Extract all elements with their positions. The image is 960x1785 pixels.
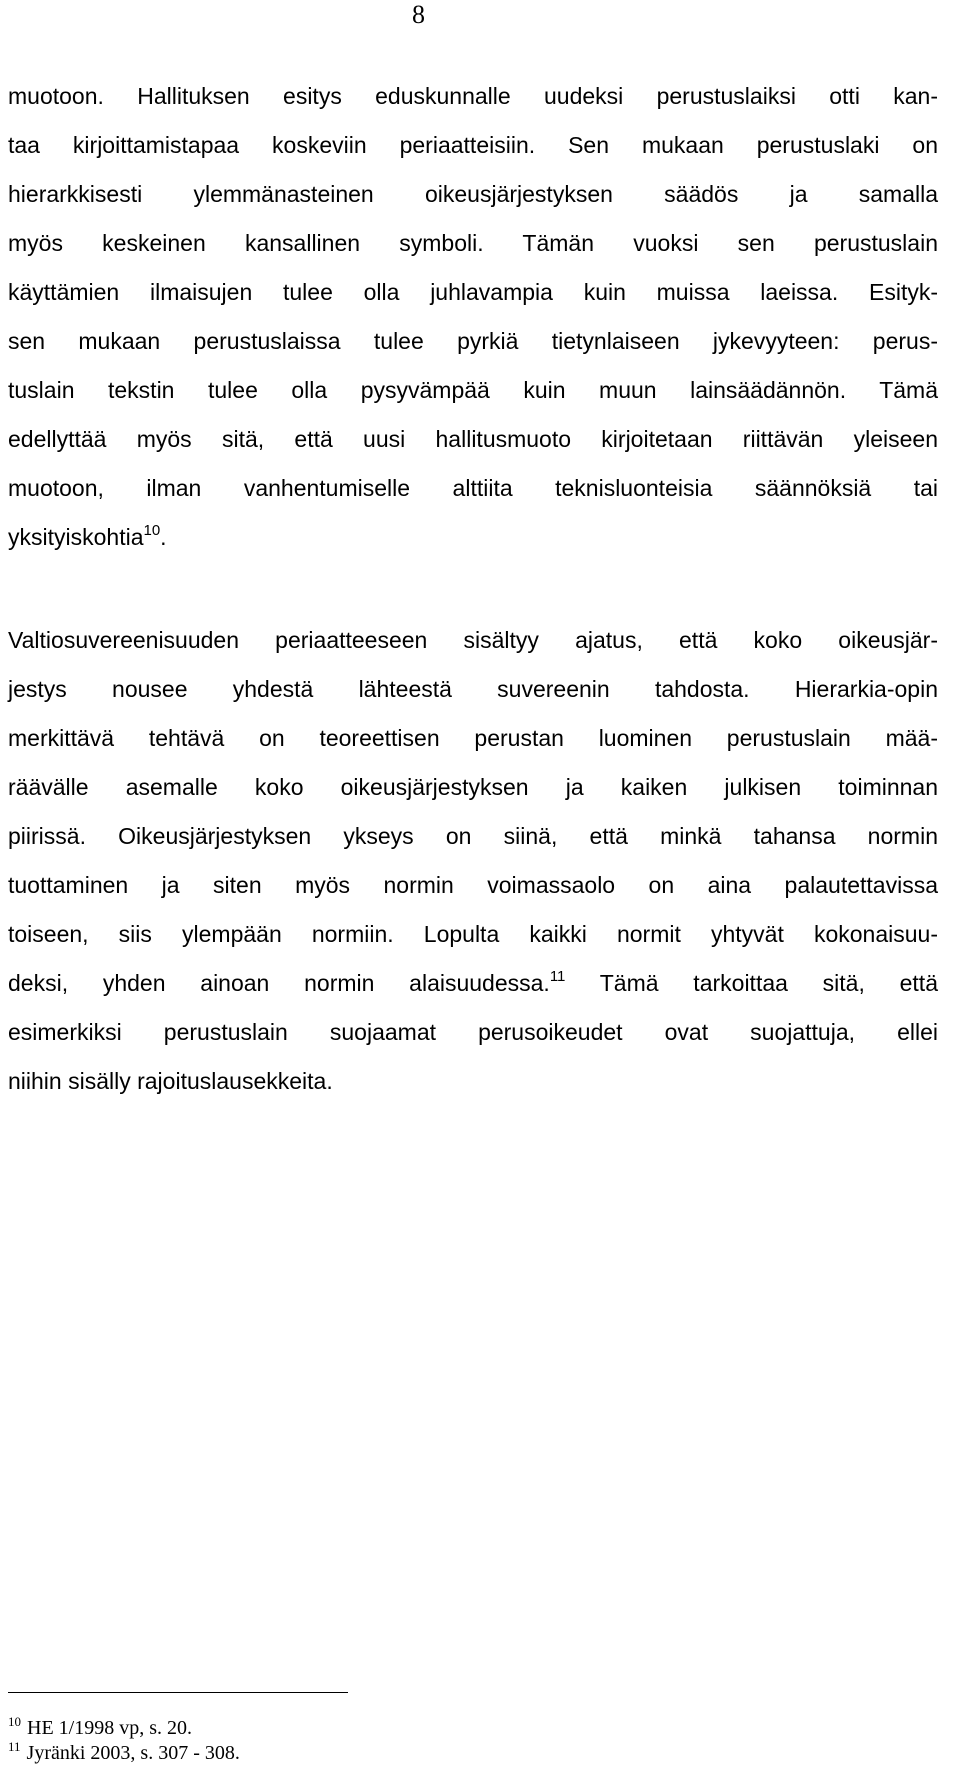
footnote-text: HE 1/1998 vp, s. 20.	[27, 1717, 192, 1739]
footnote-number: 11	[8, 1739, 21, 1754]
footnotes	[8, 1716, 240, 1766]
text-line: tuslain tekstin tulee olla pysyvämpää kuin muun lainsäädännön. Tämä	[8, 377, 938, 403]
text-line: sen mukaan perustuslaissa tulee pyrkiä tietynlaiseen jykevyyteen: perus-	[8, 328, 938, 354]
footnote-reference-10[interactable]: 10	[143, 522, 161, 539]
text-line: yksityiskohtia$^{10}$.	[8, 522, 167, 550]
text-line: räävälle asemalle koko oikeusjärjestyksen ja kaiken julkisen toiminnan	[8, 774, 938, 800]
text-line: käyttämien ilmaisujen tulee olla juhlavampia kuin muissa laeissa. Esityk-	[8, 279, 938, 305]
text-line: piirissä. Oikeusjärjestyksen ykseys on siinä, että minkä tahansa normin	[8, 823, 938, 849]
footnote-10	[8, 1716, 240, 1741]
text-line: jestys nousee yhdestä lähteestä suvereenin tahdosta. Hierarkia-opin	[8, 676, 938, 702]
footnote-reference-11[interactable]: 11	[549, 968, 566, 985]
text-line: muotoon. Hallituksen esitys eduskunnalle uudeksi perustuslaiksi otti kan-	[8, 83, 938, 109]
paragraph-1	[8, 72, 938, 562]
text-line: edellyttää myös sitä, että uusi hallitusmuoto kirjoitetaan riittävän yleiseen	[8, 426, 938, 452]
text-line: myös keskeinen kansallinen symboli. Tämän vuoksi sen perustuslain	[8, 230, 938, 256]
text-line: niihin sisälly rajoituslausekkeita.	[8, 1068, 333, 1094]
text-line: tuottaminen ja siten myös normin voimassaolo on aina palautettavissa	[8, 872, 938, 898]
text-line: toiseen, siis ylempään normiin. Lopulta kaikki normit yhtyvät kokonaisuu-	[8, 921, 938, 947]
text-line: muotoon, ilman vanhentumiselle alttiita teknisluonteisia säännöksiä tai	[8, 475, 938, 501]
footnote-number: 10	[8, 1714, 21, 1729]
text-line: esimerkiksi perustuslain suojaamat perusoikeudet ovat suojattuja, ellei	[8, 1019, 938, 1045]
text-line: hierarkkisesti ylemmänasteinen oikeusjärjestyksen säädös ja samalla	[8, 181, 938, 207]
text-line: merkittävä tehtävä on teoreettisen perustan luominen perustuslain mää-	[8, 725, 938, 751]
page-number: 8	[412, 0, 425, 29]
footnote-11	[8, 1741, 240, 1766]
footnote-divider	[8, 1692, 348, 1693]
text-line: deksi, yhden ainoan normin alaisuudessa.$^{11}$ Tämä tarkoittaa sitä, että	[8, 968, 938, 996]
paragraph-2	[8, 616, 938, 1106]
text-line: taa kirjoittamistapaa koskeviin periaatteisiin. Sen mukaan perustuslaki on	[8, 132, 938, 158]
footnote-text: Jyränki 2003, s. 307 - 308.	[26, 1742, 240, 1764]
text-line: Valtiosuvereenisuuden periaatteeseen sisältyy ajatus, että koko oikeusjär-	[8, 627, 938, 653]
